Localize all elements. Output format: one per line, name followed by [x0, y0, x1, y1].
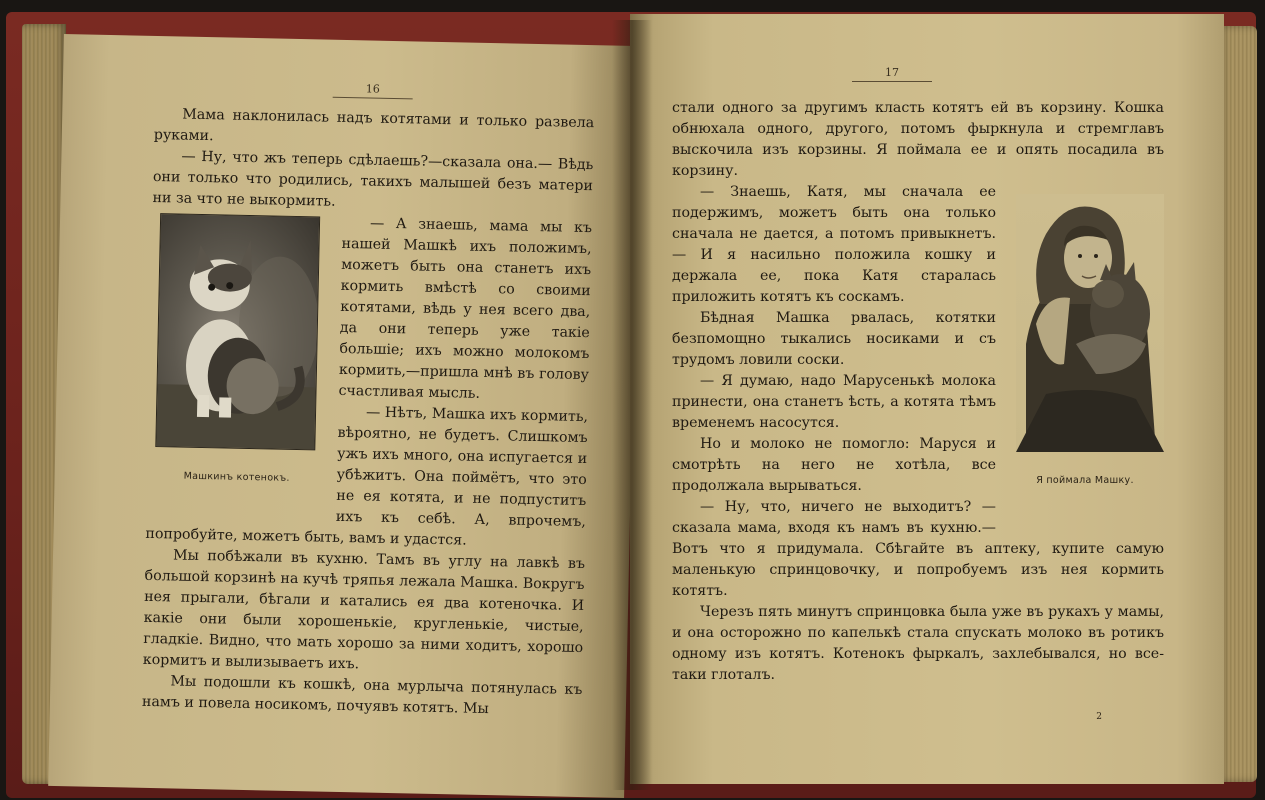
- paragraph: Мама наклонилась надъ котятами и только развела руками.: [153, 106, 595, 145]
- illustration-figure: [1006, 194, 1164, 524]
- signature-mark: 2: [1096, 712, 1102, 722]
- page-stack-right: [1219, 26, 1257, 782]
- paragraph: Черезъ пять минутъ спринцовка была уже въ рукахъ у мамы, и она осторожно по капелькѣ стала спускать молоко въ ротикъ одному изъ котятъ. Котенокъ фыркалъ, захлебывался, но все-таки глоталъ.: [672, 604, 1164, 683]
- page-number: 16: [333, 82, 413, 100]
- page-number: 17: [852, 66, 932, 82]
- left-page: [48, 34, 640, 798]
- paragraph: Бѣдная Машка рвалась, котятки безпомощно тыкались носиками и съ трудомъ ловили соски.: [672, 310, 996, 368]
- paragraph: — А знаешь, мама мы къ нашей Машкѣ ихъ положимъ, можетъ быть она станетъ ихъ кормить вмѣстѣ со своими котятами, вѣдь у нея всего два, да они теперь уже такіе большіе; ихъ можно молокомъ кормить,—пришла мнѣ въ голову счастливая мысль.: [338, 215, 593, 402]
- image-caption: Машкинъ котенокъ.: [183, 470, 290, 484]
- paragraph: — Ну, что жъ теперь сдѣлаешь?—сказала она.— Вѣдь они только что родились, такихъ малышей безъ матери ни за что не выкормить.: [152, 148, 594, 210]
- right-page: [630, 14, 1224, 784]
- image-caption: Я поймала Машку.: [1036, 475, 1134, 486]
- left-page-text: [142, 104, 595, 722]
- paragraph: — Ну, что, ничего не выходитъ? — сказала мама, входя къ намъ въ кухню.— Вотъ что я придумала. Сбѣгайте въ аптеку, купите самую маленькую спринцовочку, и попробуемъ изъ нея кормить котятъ.: [672, 499, 1164, 599]
- kitten-illustration: [155, 213, 320, 450]
- girl-with-cat-illustration: [1016, 194, 1164, 452]
- illustration-figure: [146, 213, 332, 509]
- right-page-text: [672, 98, 1164, 686]
- girl-with-cat-icon: [1016, 194, 1164, 452]
- paragraph: — Нѣтъ, Машка ихъ кормить, вѣроятно, не будетъ. Слишкомъ ужъ ихъ много, она испугается и убѣжитъ. Она поймётъ, что это не ея котята, и не подпуститъ ихъ къ себѣ. А, впрочемъ, попробуйте, можетъ быть, вамъ и удастся.: [145, 404, 589, 549]
- paragraph: стали одного за другимъ класть котятъ ей въ корзину. Кошка обнюхала одного, другого, потомъ фыркнула и стремглавъ выскочила изъ корзины. Я поймала ее и опять посадила въ корзину.: [672, 100, 1164, 179]
- paragraph: — Я думаю, надо Марусенькѣ молока принести, она станетъ ѣсть, а котята тѣмъ временемъ насосутся.: [672, 373, 996, 431]
- kitten-icon: [156, 214, 319, 449]
- paragraph: Мы побѣжали въ кухню. Тамъ въ углу на лавкѣ въ большой корзинѣ на кучѣ тряпья лежала Машка. Вокругъ нея прыгали, бѣгали и катались ея два котеночка. И какіе они были хорошенькіе, кругленькіе, чистые, гладкіе. Видно, что мать хорошо за ними ходитъ, хорошо кормитъ и вылизываетъ ихъ.: [142, 547, 586, 673]
- paragraph: Но и молоко не помогло: Маруся и смотрѣть на него не хотѣла, все продолжала вырываться.: [672, 436, 996, 494]
- paragraph: Мы подошли къ кошкѣ, она мурлыча потянулась къ намъ и повела носикомъ, почуявъ котятъ. Мы: [141, 673, 583, 718]
- paragraph: — Знаешь, Катя, мы сначала ее подержимъ, можетъ быть она только сначала не дается, а потомъ привыкнетъ.— И я насильно положила кошку и держала ее, пока Катя старалась приложить котятъ къ соскамъ.: [672, 184, 996, 305]
